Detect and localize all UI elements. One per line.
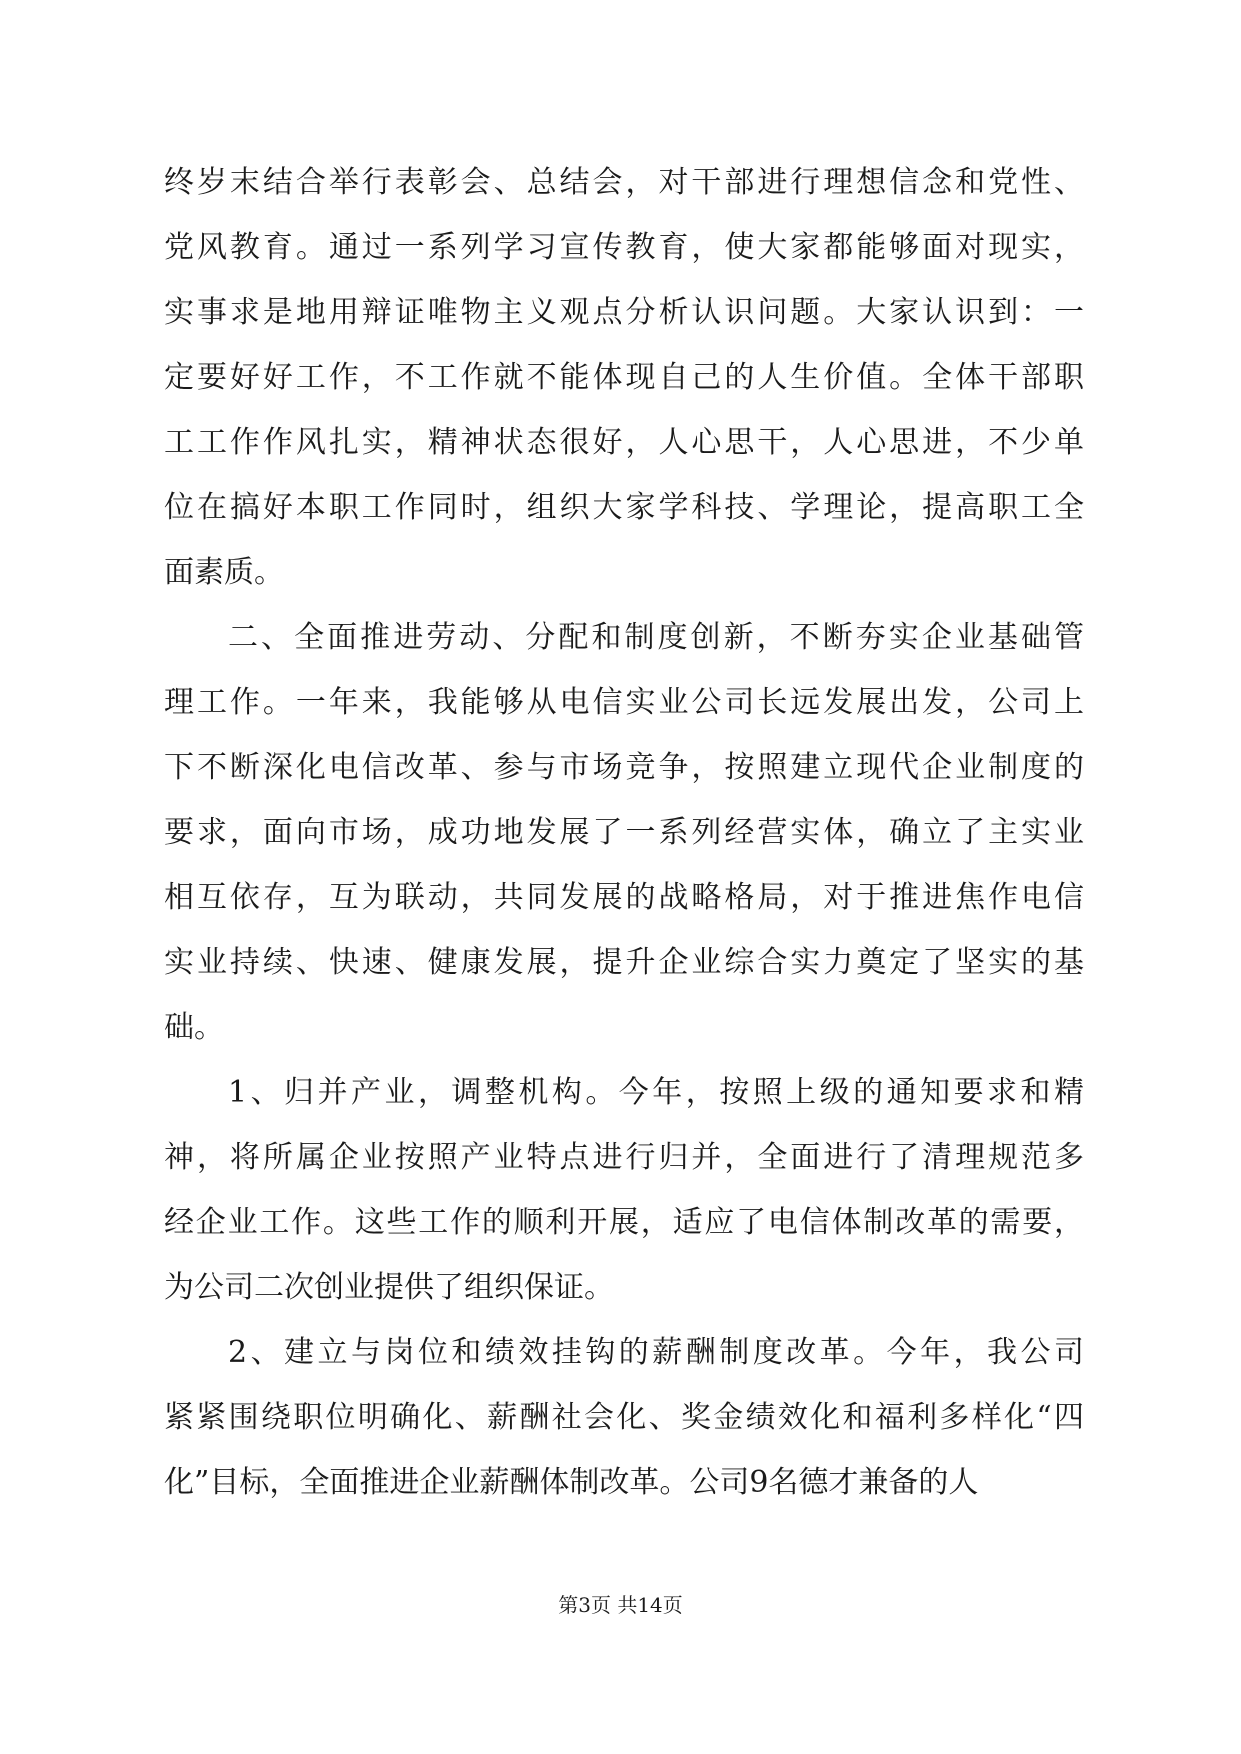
text-line: 面素质。 (164, 555, 284, 590)
paragraph (164, 1320, 1084, 1515)
paragraph (164, 605, 1084, 1060)
text-line: 相互依存，互为联动，共同发展的战略格局，对于推进焦作电信 (164, 880, 1084, 915)
text-line: 为公司二次创业提供了组织保证。 (164, 1270, 614, 1305)
text-line: 2、建立与岗位和绩效挂钩的薪酬制度改革。今年，我公司 (228, 1335, 1084, 1370)
text-line: 神，将所属企业按照产业特点进行归并，全面进行了清理规范多 (164, 1140, 1084, 1175)
text-line: 经企业工作。这些工作的顺利开展，适应了电信体制改革的需要， (164, 1205, 1084, 1240)
text-line: 二、全面推进劳动、分配和制度创新，不断夯实企业基础管 (228, 620, 1084, 655)
text-line: 要求，面向市场，成功地发展了一系列经营实体，确立了主实业 (164, 815, 1084, 850)
document-body (164, 150, 1084, 1515)
text-line: 定要好好工作，不工作就不能体现自己的人生价值。全体干部职 (164, 360, 1084, 395)
text-line: 实业持续、快速、健康发展，提升企业综合实力奠定了坚实的基 (164, 945, 1084, 980)
text-line: 下不断深化电信改革、参与市场竞争，按照建立现代企业制度的 (164, 750, 1084, 785)
page-footer: 第3页 共14页 (558, 1593, 683, 1617)
text-line: 终岁末结合举行表彰会、总结会，对干部进行理想信念和党性、 (164, 165, 1084, 200)
text-line: 理工作。一年来，我能够从电信实业公司长远发展出发，公司上 (164, 685, 1084, 720)
text-line: 1、归并产业，调整机构。今年，按照上级的通知要求和精 (228, 1075, 1084, 1110)
paragraph (164, 150, 1084, 605)
text-line: 紧紧围绕职位明确化、薪酬社会化、奖金绩效化和福利多样化“四 (164, 1400, 1084, 1435)
text-line: 位在搞好本职工作同时，组织大家学科技、学理论，提高职工全 (164, 490, 1084, 525)
paragraph (164, 1060, 1084, 1320)
text-line: 党风教育。通过一系列学习宣传教育，使大家都能够面对现实， (164, 230, 1084, 265)
text-line: 工工作作风扎实，精神状态很好，人心思干，人心思进，不少单 (164, 425, 1084, 460)
text-line: 础。 (164, 1010, 224, 1045)
text-line: 实事求是地用辩证唯物主义观点分析认识问题。大家认识到：一 (164, 295, 1084, 330)
text-line: 化”目标，全面推进企业薪酬体制改革。公司9名德才兼备的人 (164, 1465, 979, 1500)
